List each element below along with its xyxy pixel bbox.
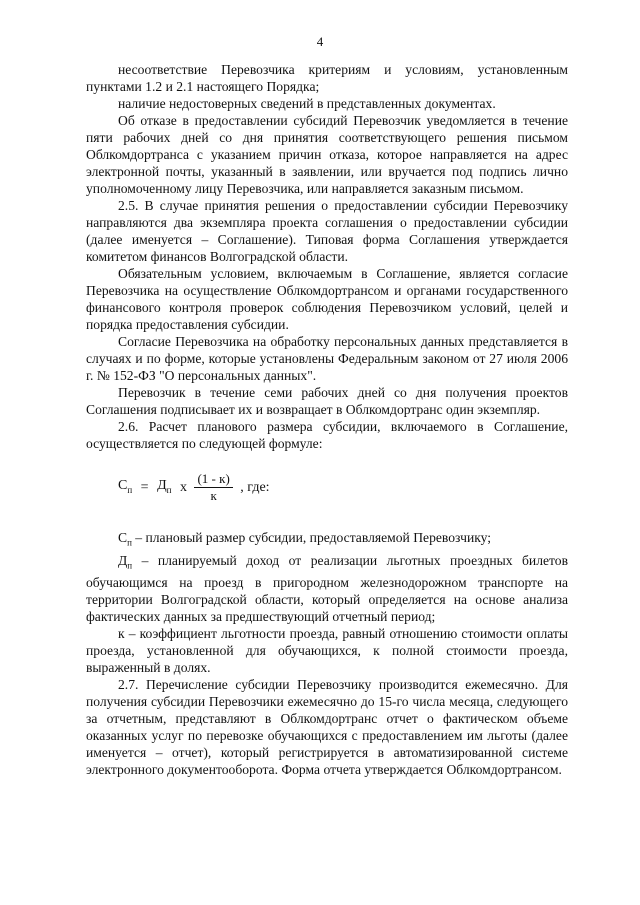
- paragraph: Об отказе в предоставлении субсидий Перевозчик уведомляется в течение пяти рабочих дней со дня принятия соответствующего решения письмом Облкомдортранса с указанием причин отказа, которое направляется на адрес электронной почты, указанный в заявлении, или вручается под подпись лично уполномоченному лицу Перевозчика, или направляется заказным письмом.: [86, 113, 568, 196]
- formula-rhs-sub: п: [166, 484, 172, 495]
- paragraph: несоответствие Перевозчика критериям и условиям, установленным пунктами 1.2 и 2.1 настоящего Порядка;: [86, 62, 568, 94]
- formula-lhs-symbol: С: [118, 477, 128, 493]
- formula-lhs: [118, 477, 132, 499]
- formula-rhs-symbol: Д: [157, 477, 167, 493]
- definition: [86, 529, 568, 552]
- formula-suffix: , где:: [240, 480, 270, 495]
- definition-symbol: к: [118, 626, 125, 642]
- formula-rhs: [157, 477, 171, 499]
- subsidy-formula: [118, 471, 568, 509]
- page-number: 4: [316, 34, 324, 49]
- definition-text: – коэффициент льготности проезда, равный отношению стоимости оплаты проезда, установленной для обучающихся, к полной стоимости проезда, выраженный в долях.: [86, 626, 568, 676]
- paragraph: Согласие Перевозчика на обработку персональных данных представляется в случаях и по форме, которые установлены Федеральным законом от 27 июля 2006 г. № 152-ФЗ "О персональных данных".: [86, 334, 568, 383]
- formula-fraction: [194, 471, 232, 504]
- definition-text: – планируемый доход от реализации льготных проездных билетов обучающимся на проезд в пригородном железнодорожном транспорте на территории Волгоградской области, который определяется на основе анализа фактических данных за предшествующий отчетный период;: [86, 552, 568, 625]
- definition-symbol: С: [118, 530, 128, 545]
- formula-numerator: (1 - к): [194, 471, 232, 488]
- definition-symbol: Д: [118, 552, 128, 568]
- paragraph: наличие недостоверных сведений в представленных документах.: [118, 96, 496, 111]
- definition: [86, 625, 568, 676]
- definition-sub: п: [127, 560, 133, 571]
- formula-denominator: к: [210, 488, 217, 503]
- paragraph: Обязательным условием, включаемым в Соглашение, является согласие Перевозчика на осуществление Облкомдортрансом и органами государственного финансового контроля проверок соблюдения Перевозчиком условий, целей и порядка предоставления субсидии.: [86, 266, 568, 332]
- paragraph: 2.7. Перечисление субсидии Перевозчику производится ежемесячно. Для получения субсидии Перевозчики ежемесячно до 15-го числа месяца, следующего за отчетным, представляют в Облкомдортранс отчет о фактическом объеме оказанных услуг по перевозке обучающихся с предоставлением им льготы (далее именуется – отчет), который регистрируется в автоматизированной системе электронного документооборота. Форма отчета утверждается Облкомдортрансом.: [86, 677, 568, 778]
- paragraph: 2.6. Расчет планового размера субсидии, включаемого в Соглашение, осуществляется по следующей формуле:: [86, 419, 568, 451]
- formula-lhs-sub: п: [127, 484, 133, 495]
- definition-text: – плановый размер субсидии, предоставляемой Перевозчику;: [131, 530, 492, 545]
- paragraph: 2.5. В случае принятия решения о предоставлении субсидии Перевозчику направляются два экземпляра проекта соглашения о предоставлении субсидии (далее именуется – Соглашение). Типовая форма Соглашения утверждается комитетом финансов Волгоградской области.: [86, 198, 568, 264]
- formula-times: x: [179, 480, 187, 495]
- formula-equals: =: [140, 480, 149, 495]
- definition-sub: п: [127, 537, 132, 548]
- definition: [86, 552, 568, 626]
- paragraph: Перевозчик в течение семи рабочих дней со дня получения проектов Соглашения подписывает их и возвращает в Облкомдортранс один экземпляр.: [86, 385, 568, 417]
- document-body: [86, 61, 568, 778]
